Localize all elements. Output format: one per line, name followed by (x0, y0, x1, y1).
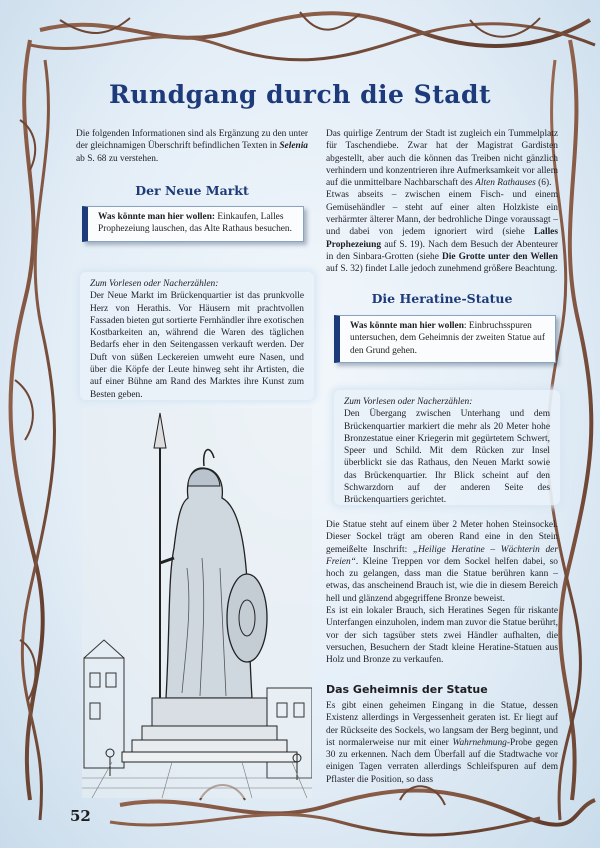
infobox-neuer-markt (82, 206, 304, 242)
page-number: 52 (70, 807, 91, 825)
readaloud-heratine-statue (334, 390, 560, 505)
infobox-heratine-statue (334, 315, 556, 363)
readaloud-hint: Zum Vorlesen oder Nacherzählen: (344, 397, 473, 407)
market-description: Das quirlige Zentrum der Stadt ist zugleich ein Tummelplatz für Taschendiebe. Zwar hat der Magistrat Gardisten abgestellt, aber auch die können das Treiben nicht gänzlich verhindern und konzentrieren ihre Aufmerksamkeit vor allem auf die unmittelbare Nachbarschaft des Alten Rathauses (6). Etwas abseits – zwischen einem Fisch- und einem Gemüsehändler – steht auf einer alten Holzkiste ein verhärmter älterer Mann, der bedrohliche Dinge voraussagt – und dabei von jedem ignoriert wird (siehe Lalles Prophezeiung auf S. 19). Nach dem Besuch der Abenteurer in den Sinbara-Grotten (siehe Die Grotte unter den Wellen auf S. 32) findet Lalle jedoch zunehmend größere Beachtung. (326, 129, 558, 275)
infobox-text: Einkaufen, Lalles Prophezeiung lauschen, das Alte Rathaus besuchen. (98, 212, 292, 235)
intro-paragraph: Die folgenden Informationen sind als Ergänzung zu den unter der gleichnamigen Überschrift befindlichen Texten in Selenia ab S. 68 zu verstehen. (76, 129, 308, 164)
infobox-text: : Einbruchsspuren untersuchen, dem Geheimnis der zweiten Statue auf den Grund gehen. (350, 321, 545, 356)
heading-geheimnis-statue: Das Geheimnis der Statue (326, 683, 488, 696)
readaloud-text: Den Übergang zwischen Unterhang und dem Brückenquartier markiert die mehr als 20 Meter hohe Bronzestatue einer Kriegerin mit gegürtetem Schwert, Speer und Schild. Mit dem Rücken zur Insel überblickt sie das Rathaus, den Neuen Markt sowie das Brückenquartier. Ihr Blick scheint auf den Schwarzdorn auf der anderen Seite des Brückenquartiers gerichtet. (344, 409, 550, 506)
infobox-label: Was könnte man hier wollen: (98, 212, 216, 222)
page-title: Rundgang durch die Stadt (109, 80, 491, 109)
readaloud-text: Der Neue Markt im Brückenquartier ist das prunkvolle Herz von Herathis. Vor Häusern mit prachtvollen Fassaden bieten gut sortierte Fernhändler ihre exotischen Kostbarkeiten an, während die Waren des täglichen Bedarfs eher in den Seitengassen verkauft werden. Der Duft von süßen Leckereien umweht eure Nasen, und über die Köpfe der Leute hinweg seht ihr Artisten, die auf einer Bühne am Rand des Marktes ihre Kunst zum Besten geben. (90, 291, 304, 400)
geheimnis-text: Es gibt einen geheimen Eingang in die Statue, dessen Existenz allerdings in Vergessenheit geraten ist. Er liegt auf der Rückseite des Sockels, wo langsam der Berg beginnt, und ist normalerweise nur mit einer Wahrnehmung-Probe gegen 30 zu erkennen. Nach dem Überfall auf die Stadtwache vor einigen Tagen verraten allerdings Schleifspuren auf dem Pflaster die Position, so dass (326, 701, 558, 785)
statue-description: Die Statue steht auf einem über 2 Meter hohen Steinsockel. Dieser Sockel trägt am oberen Rand eine in den Stein gemeißelte Inschrift: „Heilige Heratine – Wächterin der Freien“. Kleine Treppen vor dem Sockel helfen dabei, so hoch zu gelangen, dass man die Statue berühren kann – etwas, das anscheinend Brauch ist, wie die in diesem Bereich hell und glänzend abgegriffene Bronze beweist. Es ist ein lokaler Brauch, sich Heratines Segen für riskante Unterfangen einzuholen, indem man zuvor die Statue berührt, vor der sich tagsüber stets zwei Händler aufhalten, die versuchen, Besuchern der Stadt kleine Heratine-Statuen aus Holz und Bronze zu verkaufen. (326, 520, 558, 666)
readaloud-hint: Zum Vorlesen oder Nacherzählen: (90, 279, 219, 289)
infobox-label: Was könnte man hier wollen (350, 321, 464, 331)
heading-neuer-markt: Der Neue Markt (135, 183, 249, 198)
heading-heratine-statue: Die Heratine-Statue (371, 291, 513, 306)
heratine-statue-illustration (82, 408, 312, 798)
readaloud-neuer-markt (80, 272, 314, 400)
